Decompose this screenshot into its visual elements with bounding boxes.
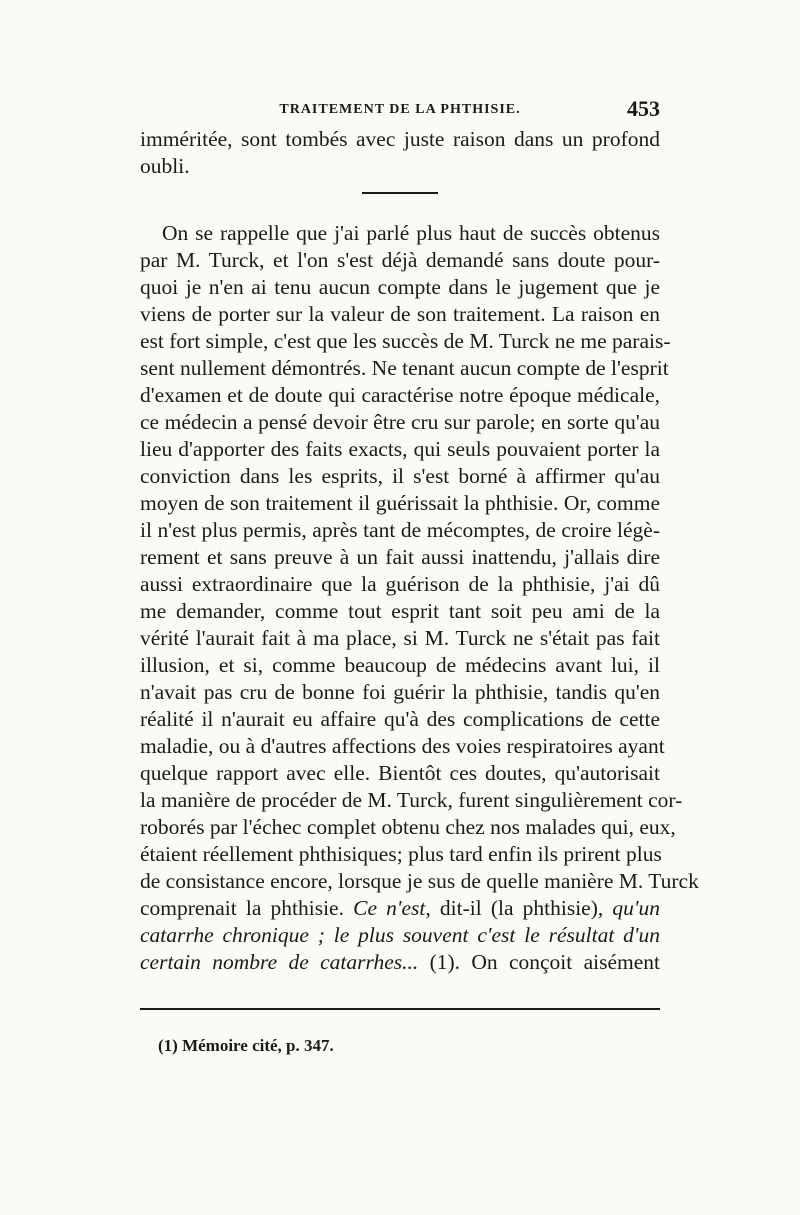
text-line: vérité l'aurait fait à ma place, si M. Turck ne s'était pas fait — [140, 626, 660, 650]
text-line: par M. Turck, et l'on s'est déjà demandé sans doute pour- — [140, 248, 660, 272]
text-line: n'avait pas cru de bonne foi guérir la phthisie, tandis qu'en — [140, 680, 660, 704]
text-segment: comprenait la phthisie. — [140, 896, 344, 920]
paragraph-1 — [140, 126, 660, 180]
text-line: de consistance encore, lorsque je sus de quelle manière M. Turck — [140, 869, 699, 893]
italic-segment: catarrhe chronique ; le plus souvent c'est le résultat d'un — [140, 923, 660, 947]
text-line: étaient réellement phthisiques; plus tard enfin ils prirent plus — [140, 842, 662, 866]
text-line: oubli. — [140, 154, 190, 178]
text-line: aussi extraordinaire que la guérison de la phthisie, j'ai dû — [140, 572, 660, 596]
text-line: d'examen et de doute qui caractérise notre époque médicale, — [140, 383, 660, 407]
text-line: roborés par l'échec complet obtenu chez nos malades qui, eux, — [140, 815, 676, 839]
footnote-rule — [140, 1008, 660, 1010]
text-line: maladie, ou à d'autres affections des voies respiratoires ayant — [140, 734, 665, 758]
text-line: quelque rapport avec elle. Bientôt ces doutes, qu'autorisait — [140, 761, 660, 785]
text-line: ce médecin a pensé devoir être cru sur parole; en sorte qu'au — [140, 410, 660, 434]
text-line-mixed — [140, 895, 660, 922]
italic-segment: Ce n'est, — [343, 896, 440, 920]
text-line: viens de porter sur la valeur de son traitement. La raison en — [140, 302, 660, 326]
italic-segment: certain nombre de catarrhes... — [140, 950, 419, 974]
text-line: rement et sans preuve à un fait aussi inattendu, j'allais dire — [140, 545, 660, 569]
text-line: il n'est plus permis, après tant de mécomptes, de croire légè- — [140, 518, 660, 542]
text-line-mixed — [140, 949, 660, 976]
text-line-italic — [140, 922, 660, 949]
book-page — [140, 96, 699, 1056]
text-line: la manière de procéder de M. Turck, furent singulièrement cor- — [140, 788, 683, 812]
text-line: sent nullement démontrés. Ne tenant aucun compte de l'esprit — [140, 356, 669, 380]
text-line: On se rappelle que j'ai parlé plus haut de succès obtenus — [162, 221, 660, 245]
text-segment: dit-il (la phthisie), — [439, 896, 613, 920]
footnote: (1) Mémoire cité, p. 347. — [158, 1036, 334, 1055]
text-line: illusion, et si, comme beaucoup de médecins avant lui, il — [140, 653, 660, 677]
text-line: moyen de son traitement il guérissait la phthisie. Or, comme — [140, 491, 660, 515]
text-line: imméritée, sont tombés avec juste raison dans un profond — [140, 127, 660, 151]
running-title: TRAITEMENT DE LA PHTHISIE. — [279, 102, 521, 117]
text-line: lieu d'apporter des faits exacts, qui seuls pouvaient porter la — [140, 437, 660, 461]
running-head — [140, 96, 660, 124]
text-line: conviction dans les esprits, il s'est borné à affirmer qu'au — [140, 464, 660, 488]
text-line: quoi je n'en ai tenu aucun compte dans le jugement que je — [140, 275, 660, 299]
text-line: me demander, comme tout esprit tant soit peu ami de la — [140, 599, 660, 623]
section-separator — [362, 192, 438, 194]
page-number: 453 — [627, 96, 660, 121]
italic-segment: qu'un — [612, 896, 660, 920]
paragraph-2 — [140, 220, 699, 976]
text-line: est fort simple, c'est que les succès de M. Turck ne me parais- — [140, 329, 671, 353]
text-segment: (1). On conçoit aisément — [418, 950, 660, 974]
text-line: réalité il n'aurait eu affaire qu'à des complications de cette — [140, 707, 660, 731]
